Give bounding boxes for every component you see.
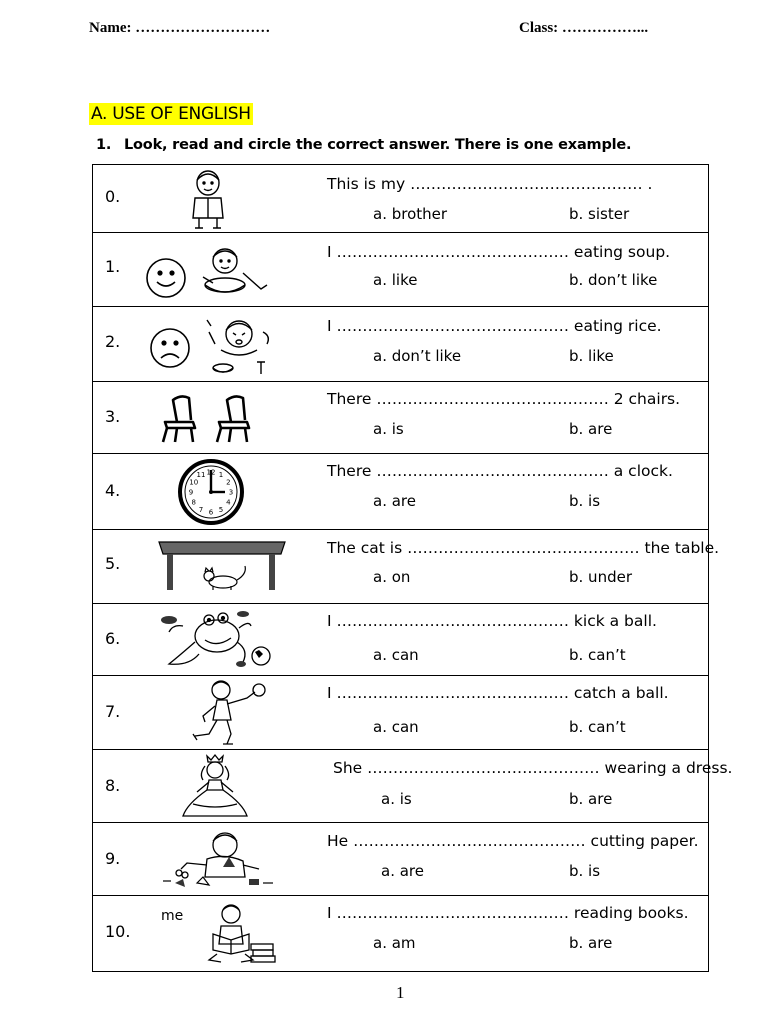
- instruction-text: Look, read and circle the correct answer. There is one example.: [124, 137, 632, 153]
- question-text: I ……………………………………… eating rice.: [327, 317, 662, 335]
- frog-ball-icon: [159, 606, 275, 672]
- question-number: 6.: [105, 629, 121, 648]
- option-b[interactable]: b. don’t like: [569, 271, 658, 289]
- boy-icon: [185, 168, 231, 230]
- option-a[interactable]: a. am: [373, 934, 416, 952]
- class-field-label: Class: ……………...: [519, 20, 649, 36]
- clock-number: 11: [196, 471, 206, 480]
- option-a[interactable]: a. can: [373, 718, 419, 736]
- question-number: 3.: [105, 407, 121, 426]
- question-table: [92, 164, 733, 972]
- question-number: 9.: [105, 849, 121, 868]
- clock-number: 8: [191, 498, 196, 507]
- question-row-0: [93, 165, 708, 233]
- question-number: 4.: [105, 481, 121, 500]
- boy-reading-icon: [201, 900, 277, 966]
- option-a[interactable]: a. is: [373, 420, 404, 438]
- question-text: She ……………………………………… wearing a dress.: [333, 759, 733, 777]
- clock-number: 6: [208, 508, 214, 517]
- question-number: 5.: [105, 554, 121, 573]
- option-b[interactable]: b. can’t: [569, 646, 626, 664]
- question-text: This is my ……………………………………… .: [327, 175, 653, 193]
- question-row-2: [93, 307, 708, 382]
- question-text: He ……………………………………… cutting paper.: [327, 832, 699, 850]
- clock-number: 3: [228, 488, 234, 497]
- question-row-4: [93, 454, 708, 530]
- question-text: I ……………………………………… reading books.: [327, 904, 689, 922]
- question-number: 2.: [105, 332, 121, 351]
- instruction-number: 1.: [96, 137, 112, 153]
- question-row-3: [93, 382, 708, 454]
- clock-number: 5: [218, 505, 224, 514]
- option-a[interactable]: a. are: [381, 862, 424, 880]
- question-row-5: [93, 530, 720, 604]
- question-number: 1.: [105, 257, 121, 276]
- clock-number: 7: [198, 505, 204, 514]
- clock-number: 12: [206, 468, 216, 477]
- sad-face-icon: [149, 327, 191, 369]
- question-number: 8.: [105, 776, 121, 795]
- boy-cutting-icon: [163, 827, 279, 891]
- option-a[interactable]: a. don’t like: [373, 347, 462, 365]
- clock-number: 4: [226, 498, 231, 507]
- option-a[interactable]: a. brother: [373, 205, 448, 223]
- question-row-9: [93, 823, 708, 896]
- me-label: me: [161, 908, 184, 924]
- option-b[interactable]: b. are: [569, 790, 613, 808]
- question-row-6: [93, 604, 708, 676]
- clock-icon: [177, 458, 245, 526]
- option-b[interactable]: b. is: [569, 862, 601, 880]
- option-b[interactable]: b. like: [569, 347, 614, 365]
- table-cat-icon: [155, 540, 289, 592]
- option-b[interactable]: b. under: [569, 568, 632, 586]
- question-number: 10.: [105, 922, 131, 941]
- child-eating-soup-icon: [195, 243, 271, 303]
- clock-number: 1: [218, 471, 224, 480]
- question-text: There ……………………………………… a clock.: [327, 462, 673, 480]
- option-a[interactable]: a. are: [373, 492, 416, 510]
- option-b[interactable]: b. is: [569, 492, 601, 510]
- question-text: There ……………………………………… 2 chairs.: [327, 390, 681, 408]
- clock-number: 10: [189, 478, 199, 487]
- question-text: I ……………………………………… catch a ball.: [327, 684, 669, 702]
- option-a[interactable]: a. like: [373, 271, 418, 289]
- section-title: A. USE OF ENGLISH: [91, 104, 251, 124]
- boy-catching-icon: [173, 678, 273, 748]
- option-b[interactable]: b. are: [569, 420, 613, 438]
- option-b[interactable]: b. sister: [569, 205, 630, 223]
- question-row-10: [93, 896, 708, 971]
- child-eating-rice-icon: [199, 312, 281, 378]
- name-field-label: Name: ………………………: [89, 20, 271, 36]
- option-b[interactable]: b. can’t: [569, 718, 626, 736]
- princess-icon: [173, 752, 257, 820]
- question-text: I ……………………………………… kick a ball.: [327, 612, 657, 630]
- question-row-8: [93, 750, 733, 823]
- page-number: 1: [396, 983, 405, 1002]
- clock-number: 9: [188, 488, 194, 497]
- chairs-icon: [155, 392, 267, 444]
- instruction: [96, 137, 631, 153]
- question-row-7: [93, 676, 708, 750]
- question-number: 7.: [105, 702, 121, 721]
- question-row-1: [93, 233, 708, 307]
- happy-face-icon: [145, 257, 187, 299]
- option-a[interactable]: a. on: [373, 568, 411, 586]
- option-a[interactable]: a. is: [381, 790, 412, 808]
- clock-number: 2: [226, 478, 231, 487]
- question-text: I ……………………………………… eating soup.: [327, 243, 671, 261]
- option-a[interactable]: a. can: [373, 646, 419, 664]
- question-number: 0.: [105, 187, 121, 206]
- question-text: The cat is ……………………………………… the table.: [327, 539, 720, 557]
- option-b[interactable]: b. are: [569, 934, 613, 952]
